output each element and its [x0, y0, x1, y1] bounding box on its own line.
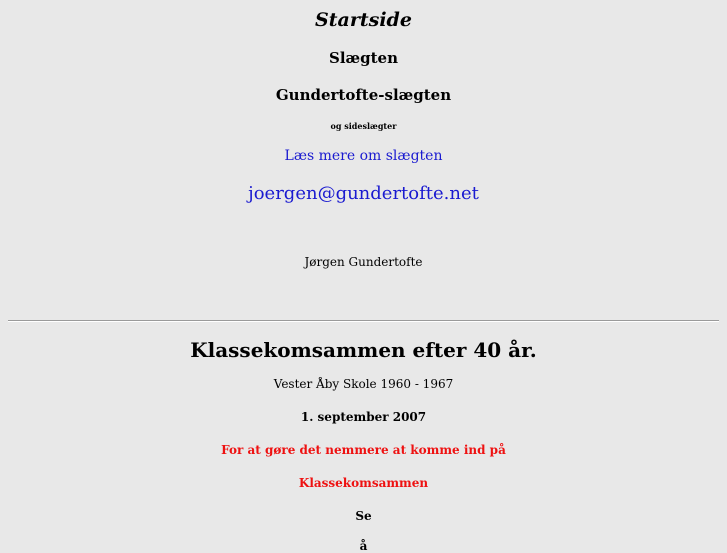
see-label: Se: [355, 509, 372, 523]
read-more-link[interactable]: Læs mere om slægten: [284, 148, 443, 164]
cut-off-text: å: [359, 539, 368, 553]
event-date: 1. september 2007: [300, 410, 427, 424]
article-heading: Klassekomsammen efter 40 år.: [190, 338, 537, 362]
heading-slaegten: Slægten: [328, 49, 399, 67]
author-name: Jørgen Gundertofte: [304, 255, 423, 269]
email-link[interactable]: joergen@gundertofte.net: [248, 183, 479, 204]
page-title: Startside: [315, 9, 412, 31]
school-line: Vester Åby Skole 1960 - 1967: [273, 377, 454, 391]
notice-line-2: Klassekomsammen: [298, 476, 429, 490]
notice-line-1: For at gøre det nemmere at komme ind på: [221, 443, 506, 457]
small-note: og sideslægter: [330, 121, 397, 131]
horizontal-divider: [8, 320, 719, 322]
heading-gundertofte: Gundertofte-slægten: [275, 86, 452, 104]
